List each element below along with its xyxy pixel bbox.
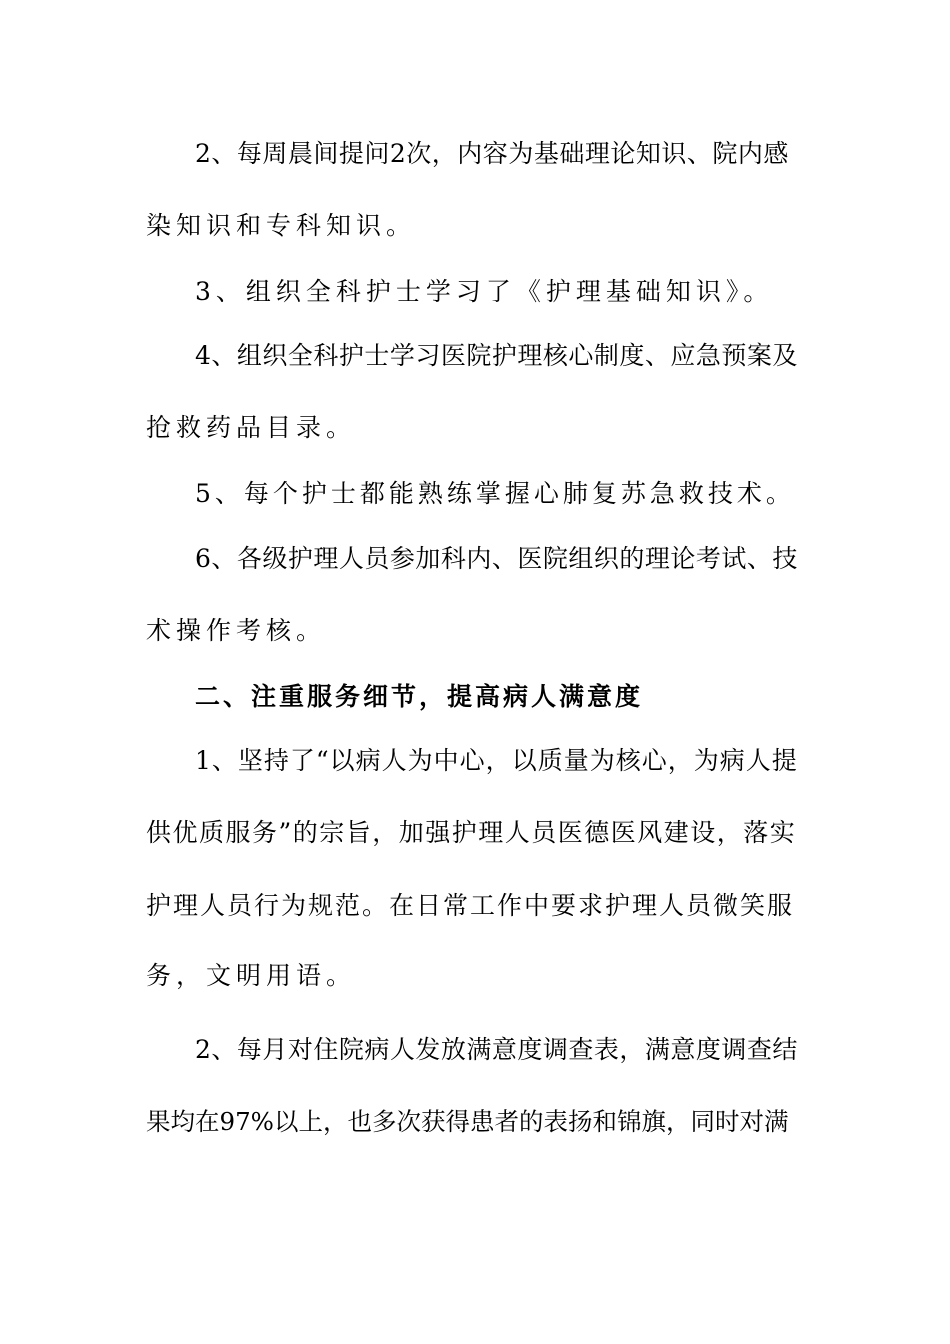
paragraph-line: 务，文明用语。: [146, 961, 357, 990]
paragraph-line: 护理人员行为规范。在日常工作中要求护理人员微笑服: [146, 891, 795, 920]
paragraph-line: 3、组织全科护士学习了《护理基础知识》。: [195, 277, 774, 306]
paragraph-line: 4、组织全科护士学习医院护理核心制度、应急预案及: [195, 341, 798, 370]
paragraph-line: 供优质服务”的宗旨，加强护理人员医德医风建设，落实: [146, 818, 797, 847]
paragraph-line: 2、每月对住院病人发放满意度调查表，满意度调查结: [195, 1035, 798, 1064]
paragraph-line: 2、每周晨间提问2次，内容为基础理论知识、院内感: [195, 139, 789, 168]
paragraph-line: 抢救药品目录。: [146, 413, 357, 442]
paragraph-line: 6、各级护理人员参加科内、医院组织的理论考试、技: [195, 544, 798, 573]
section-heading: 二、注重服务细节，提高病人满意度: [195, 682, 644, 711]
paragraph-line: 术操作考核。: [146, 616, 327, 645]
paragraph-line: 5、每个护士都能熟练掌握心肺复苏急救技术。: [195, 479, 795, 508]
paragraph-line: 果均在97%以上，也多次获得患者的表扬和锦旗，同时对满: [146, 1107, 789, 1136]
paragraph-line: 1、坚持了“以病人为中心，以质量为核心，为病人提: [195, 746, 798, 775]
paragraph-line: 染知识和专科知识。: [146, 211, 417, 240]
